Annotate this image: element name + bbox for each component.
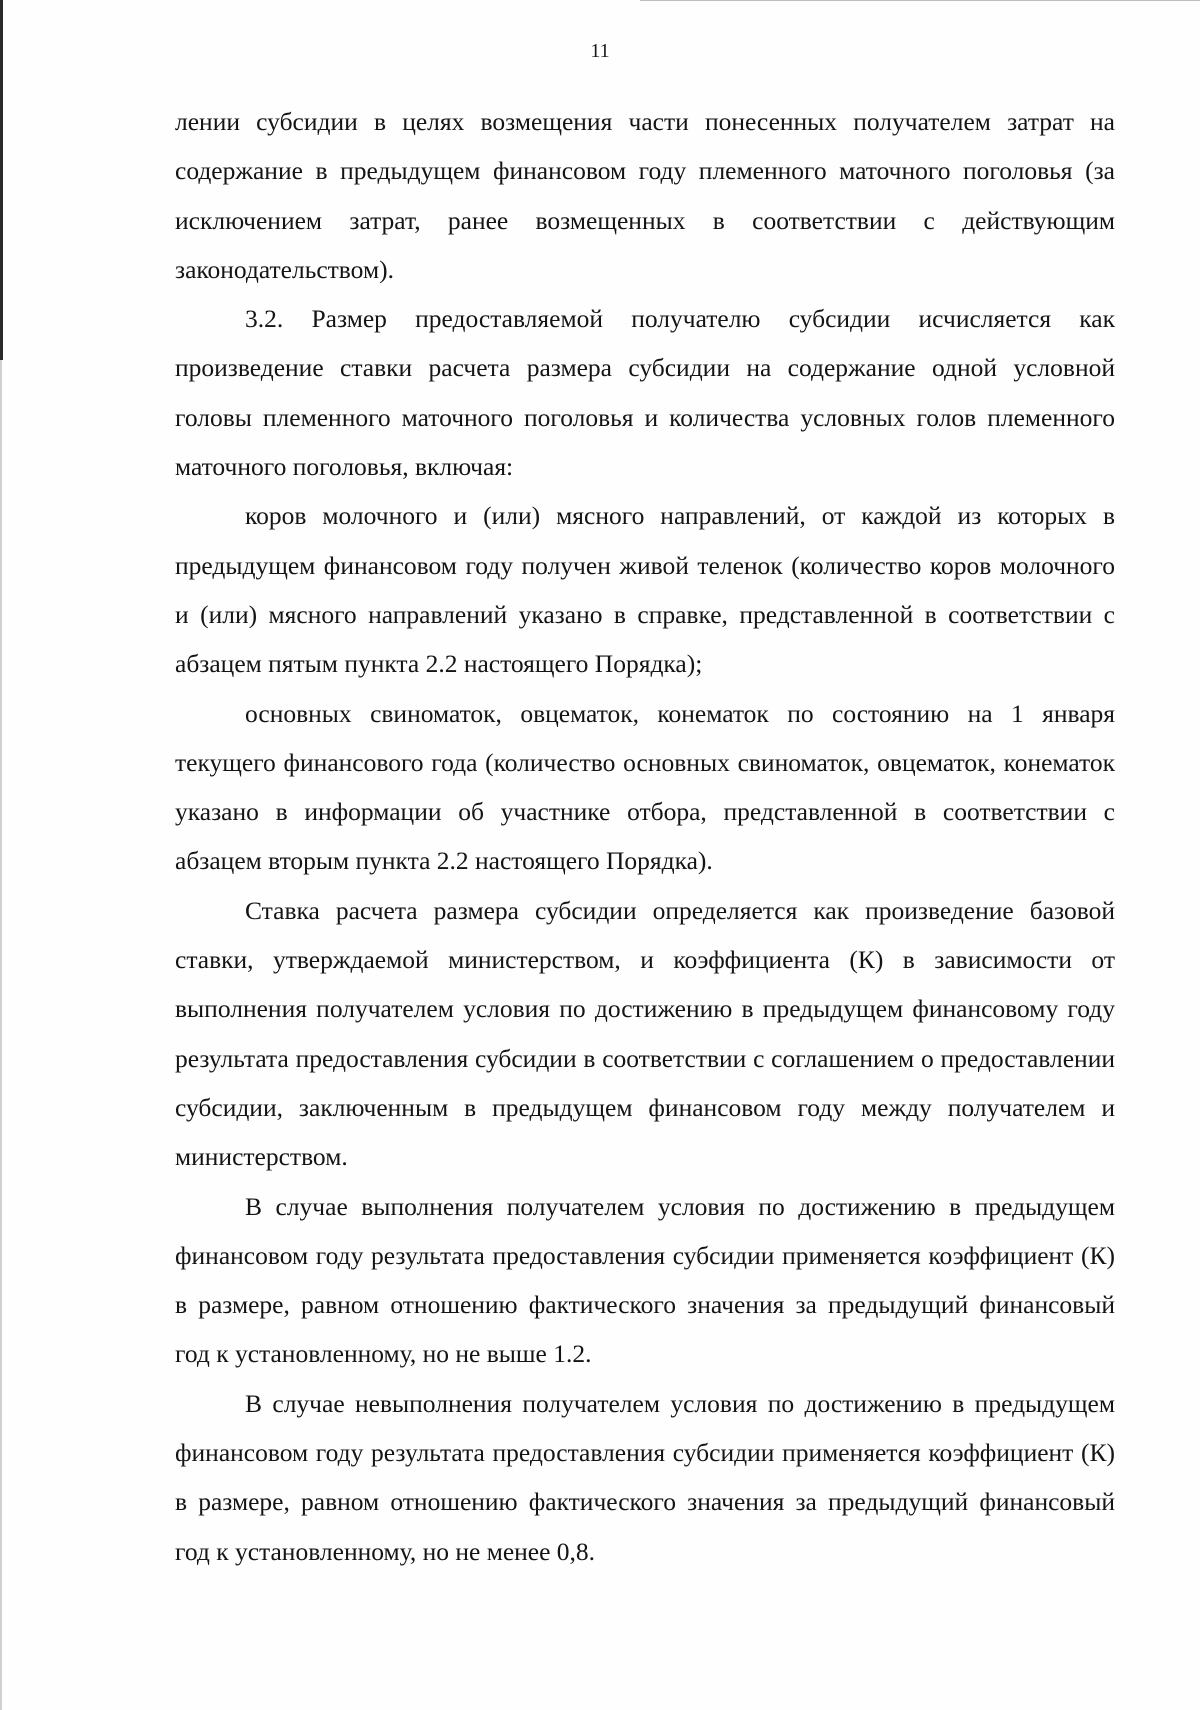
paragraph-continuation: лении субсидии в целях возмещения части понесенных получателем затрат на содержание в предыдущем финансовом году племенного маточного поголовья (за исключением затрат, ранее возмещенных в соответствии с действующим законодательством).: [175, 107, 1115, 284]
paragraph-cows: коров молочного и (или) мясного направлений, от каждой из которых в предыдущем финансовом году получен живой теленок (количество коров молочного и (или) мясного направлений указано в справке, представленной в соответствии с абзацем пятым пункта 2.2 настоящего Порядка);: [175, 501, 1115, 679]
paragraph-condition-met: В случае выполнения получателем условия по достижению в предыдущем финансовом году результата предоставления субсидии применяется коэффициент (К) в размере, равном отношению фактического значения за предыдущий финансовый год к установленному, но не выше 1.2.: [175, 1191, 1115, 1369]
paragraph-rate-calculation: Ставка расчета размера субсидии определяется как произведение базовой ставки, утверждаемой министерством, и коэффициента (К) в зависимости от выполнения получателем условия по достижению в предыдущем финансовому году результата предоставления субсидии в соответствии с соглашением о предоставлении субсидии, заключенным в предыдущем финансовом году между получателем и министерством.: [175, 895, 1115, 1172]
paragraph-sows-ewes-mares: основных свиноматок, овцематок, конематок по состоянию на 1 января текущего финансового года (количество основных свиноматок, овцематок, конематок указано в информации об участнике отбора, представленной в соответствии с абзацем вторым пункта 2.2 настоящего Порядка).: [175, 698, 1115, 876]
paragraph-3-2: 3.2. Размер предоставляемой получателю субсидии исчисляется как произведение ставки расчета размера субсидии на содержание одной условной головы племенного маточного поголовья и количества условных голов племенного маточного поголовья, включая:: [175, 304, 1115, 482]
document-body: [175, 97, 1115, 1576]
scan-top-rule: [640, 0, 1200, 1]
paragraph-condition-not-met: В случае невыполнения получателем условия по достижению в предыдущем финансовом году результата предоставления субсидии применяется коэффициент (К) в размере, равном отношению фактического значения за предыдущий финансовый год к установленному, но не менее 0,8.: [175, 1388, 1115, 1566]
scan-edge-faint: [0, 360, 2, 1710]
page-number: 11: [590, 40, 610, 62]
